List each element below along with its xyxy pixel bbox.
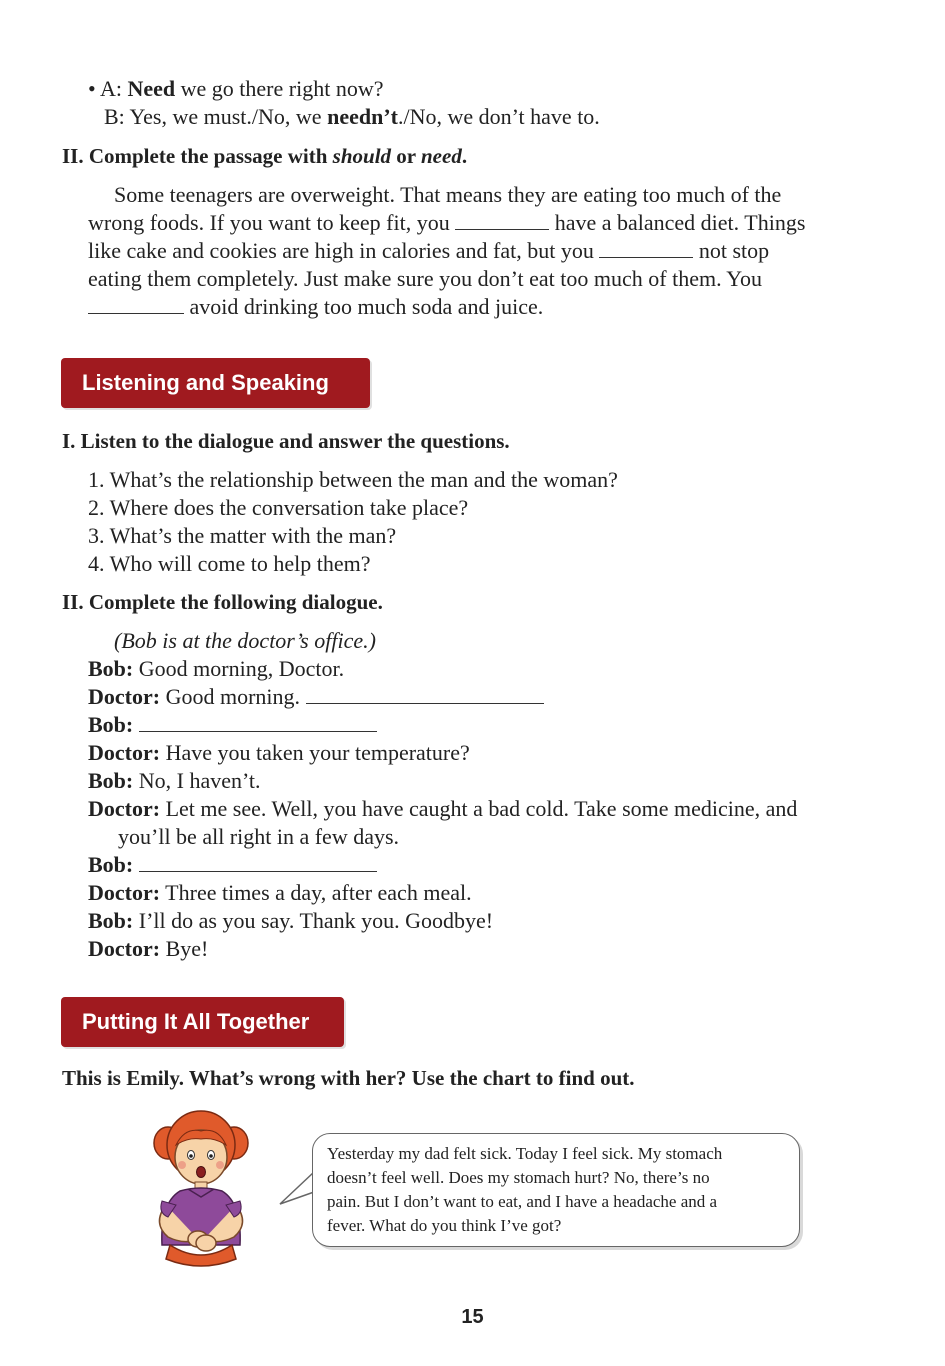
answer-blank[interactable] xyxy=(139,713,377,732)
stage-direction: (Bob is at the doctor’s office.) xyxy=(114,628,376,653)
question-item: 2. Where does the conversation take place? xyxy=(88,495,469,520)
together-heading: This is Emily. What’s wrong with her? Use the chart to find out. xyxy=(62,1066,635,1090)
passage-line: eating them completely. Just make sure you don’t eat too much of them. You xyxy=(88,266,762,291)
question-item: 4. Who will come to help them? xyxy=(88,551,371,576)
section-banner-together: Putting It All Together xyxy=(61,997,344,1047)
dialogue-line: Doctor: Good morning. xyxy=(88,683,544,711)
answer-blank[interactable] xyxy=(455,211,549,230)
dialogue-line: Doctor: Bye! xyxy=(88,936,209,961)
bubble-line: Yesterday my dad felt sick. Today I feel sick. My stomach xyxy=(327,1144,723,1163)
emily-figure xyxy=(154,1111,248,1266)
dialogue-line: Bob: I’ll do as you say. Thank you. Goodbye! xyxy=(88,908,494,933)
page-number: 15 xyxy=(461,1306,484,1328)
passage-line: like cake and cookies are high in calories and fat, but you not stop xyxy=(88,238,770,263)
answer-blank[interactable] xyxy=(139,853,377,872)
dialogue-line: Doctor: Three times a day, after each meal. xyxy=(88,880,472,905)
bubble-line: doesn’t feel well. Does my stomach hurt? No, there’s no xyxy=(327,1168,710,1187)
dialogue-line: Bob: Good morning, Doctor. xyxy=(88,656,345,681)
dialogue-line: Doctor: Let me see. Well, you have caught a bad cold. Take some medicine, and xyxy=(88,796,798,821)
dialogue-line: you’ll be all right in a few days. xyxy=(118,824,400,849)
answer-blank[interactable] xyxy=(599,239,693,258)
question-item: 1. What’s the relationship between the man and the woman? xyxy=(88,467,618,492)
example-line-b: B: Yes, we must./No, we needn’t./No, we don’t have to. xyxy=(104,104,600,129)
answer-blank[interactable] xyxy=(88,295,184,314)
listening-heading: I. Listen to the dialogue and answer the questions. xyxy=(62,429,510,453)
emily-illustration xyxy=(140,1105,260,1270)
passage-line: Some teenagers are overweight. That means they are eating too much of the xyxy=(114,182,782,207)
dialogue-heading: II. Complete the following dialogue. xyxy=(62,590,383,614)
passage-line: avoid drinking too much soda and juice. xyxy=(88,293,543,321)
dialogue-line: Bob: No, I haven’t. xyxy=(88,768,261,793)
bubble-line: fever. What do you think I’ve got? xyxy=(327,1216,562,1235)
section-banner-listening: Listening and Speaking xyxy=(61,358,370,408)
passage-line: wrong foods. If you want to keep fit, you have a balanced diet. Things xyxy=(88,210,806,235)
bubble-line: pain. But I don’t want to eat, and I have a headache and a xyxy=(327,1192,718,1211)
speech-bubble xyxy=(312,1133,800,1247)
question-item: 3. What’s the matter with the man? xyxy=(88,523,397,548)
example-line-a: • A: Need we go there right now? xyxy=(88,76,384,101)
dialogue-line: Doctor: Have you taken your temperature? xyxy=(88,740,470,765)
answer-blank[interactable] xyxy=(306,685,544,704)
dialogue-line: Bob: xyxy=(88,711,377,739)
dialogue-line: Bob: xyxy=(88,851,377,879)
exercise-heading: II. Complete the passage with should or need. xyxy=(62,144,468,168)
